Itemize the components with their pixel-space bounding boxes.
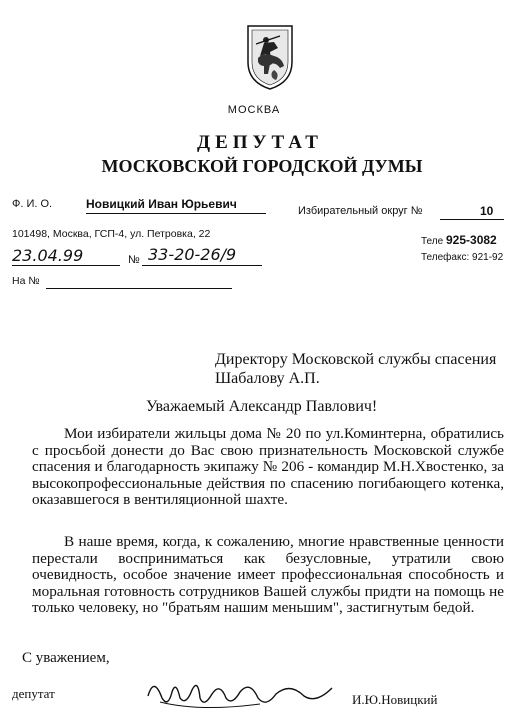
- reference-underline: [142, 265, 262, 266]
- body-paragraph-text: В наше время, когда, к сожалению, многие нравственные ценности перестали восприниматься как безусловные, утратили свою очевидность, особое значение имеет профессиональная способность и моральная готовность сотрудников Вашей службы придти на помощь не только человеку, но "братьям нашим меньшим", застигнутым бедой.: [32, 533, 504, 617]
- signer-name: И.Ю.Новицкий: [352, 692, 438, 707]
- moscow-coat-of-arms-icon: [244, 22, 296, 92]
- closing-phrase: С уважением,: [22, 650, 110, 666]
- recipient-line: Директору Московской службы спасения: [215, 351, 497, 368]
- letterhead-subtitle: МОСКОВСКОЙ ГОРОДСКОЙ ДУМЫ: [101, 156, 423, 176]
- date-underline: [12, 265, 120, 266]
- phone-number: 925-3082: [446, 233, 497, 247]
- fax-label: Телефакс: 921-92: [421, 252, 504, 263]
- district-label: Избирательный округ №: [298, 205, 423, 217]
- fio-underline: [86, 213, 266, 214]
- signer-position: депутат: [12, 686, 55, 701]
- district-underline: [440, 219, 504, 220]
- recipient-line: Шабалову А.П.: [215, 370, 320, 387]
- address: 101498, Москва, ГСП-4, ул. Петровка, 22: [12, 228, 211, 240]
- reply-to-label: На №: [12, 275, 40, 287]
- reference-number: 33-20-26/9: [148, 245, 237, 264]
- letter-date: 23.04.99: [12, 246, 84, 265]
- district-number: 10: [480, 204, 494, 218]
- body-paragraph: [32, 534, 504, 617]
- deputy-name: Новицкий Иван Юрьевич: [86, 197, 237, 211]
- salutation: Уважаемый Александр Павлович!: [146, 398, 378, 415]
- phone-label: Теле: [421, 236, 444, 247]
- recipient-block: [215, 350, 505, 388]
- body-paragraph-text: Мои избиратели жильцы дома № 20 по ул.Коминтерна, обратились с просьбой донести до Вас свою признательность Московской службе спасения и благодарность экипажу № 206 - командир М.Н.Хвостенко, за высокопрофессиональные действия по спасению погибающего котенка, оказавшегося в вентиляционной шахте.: [32, 425, 504, 509]
- city-name: МОСКВА: [227, 104, 281, 116]
- number-label: №: [128, 254, 140, 266]
- reply-to-underline: [46, 288, 232, 289]
- handwritten-signature: [140, 668, 340, 714]
- body-paragraph: [32, 426, 504, 509]
- letterhead-title: ДЕПУТАТ: [197, 132, 323, 153]
- fio-label: Ф. И. О.: [12, 198, 53, 210]
